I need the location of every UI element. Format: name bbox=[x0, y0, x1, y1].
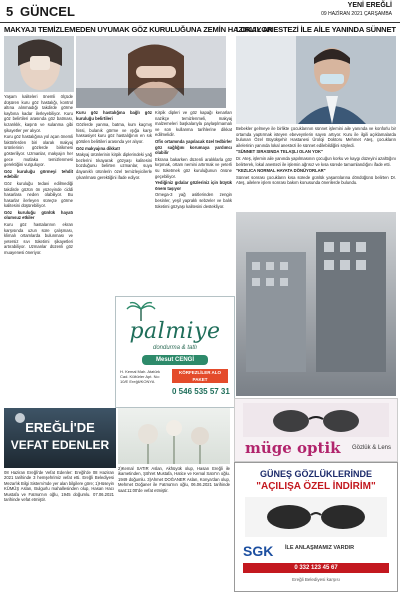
woman-rubbing-eyes-photo-icon bbox=[76, 36, 226, 108]
article1-col3-sub1: Ofis ortamında yapılacak özel tedbirler göz sağlığını korumaya yardımcı olabilir bbox=[155, 138, 232, 156]
section-title: GÜNCEL bbox=[20, 4, 75, 19]
article1-col1-p1: Yaşam kaliteleri önemli ölçüde düşüren kuru göz hastalığı, kontrol altına alınmadığı takdirde görme kaybına kadar ilerleyebiliyor. Kuru göz belirtileri arasında göz batması, kızarıklık, kaşıntı ve sulanma gibi şikayetler yer alıyor. bbox=[4, 94, 73, 133]
article2-p2: Dr. Ateş, işlemin aile yanında yapılmasının çocuğun korku ve kaygı düzeyini azalttığını belirterek, lokal anestezi ile işlemin ağrısız ve kısa sürede tamamlandığını ifade etti. bbox=[236, 155, 396, 167]
article1-col1-p4: Kuru göz hastalarının ekran karşısında uzun süre çalışması, klimalı ortamlarda bulunması ve yetersiz sıvı tüketimi şikayetleri artırabiliyor. Uzmanlar düzenli göz muayenesi öneriyor. bbox=[4, 222, 73, 256]
article1-col3-p3: Omega-3 yağ asitlerinden zengin besinler, yeşil yapraklı sebzeler ve balık tüketimi gözyaşı kalitesini destekliyor. bbox=[155, 192, 232, 209]
article1-col2-p2: Makyaj ürünlerinin kirpik diplerindeki yağ bezlerini tıkayarak gözyaşı kalitesini bozduğunu belirten uzmanlar, suya dayanıklı ürünlerin özel temizleyicilerle çıkarılması gerektiğini ifade ediyor. bbox=[76, 152, 152, 180]
article1-col3-p1: Kirpik dipleri ve göz kapağı kenarları nazikçe temizlenmeli, makyaj malzemeleri başkalarıyla paylaşılmamalı ve son kullanma tarihlerine dikkat edilmelidir. bbox=[155, 110, 232, 138]
palmiye-address: H. Kemal Mah. Atatürk Cad. Kültürler Apt. No: 10/E Ereğli/KONYA bbox=[120, 369, 161, 384]
muge-slogan: Gözlük & Lens bbox=[351, 445, 391, 451]
sgk-contract: İLE ANLAŞMAMIZ VARDIR bbox=[285, 545, 355, 551]
article1-col1-p3: Göz kuruluğu tedavi edilmediği takdirde gözün ön yüzeyinde ciddi hasarlara neden olabiliyor. Bu hasarlar ilerleyen süreçte görme kalitesini düşürebiliyor. bbox=[4, 180, 73, 209]
issue-date: 09 HAZİRAN 2021 ÇARŞAMBA bbox=[321, 11, 392, 17]
sgk-footer: Ereğli Belediyesi karşısı bbox=[292, 577, 340, 582]
article1-headline: MAKYAJI TEMİZLEMEDEN UYUMAK GÖZ KURULUĞUNA ZEMİN HAZIRLIYOR bbox=[4, 25, 273, 34]
palmiye-tagline: dondurma & tatlı bbox=[152, 345, 198, 351]
sunglasses-sale-advert[interactable] bbox=[234, 462, 398, 592]
building-advert-icon bbox=[236, 212, 396, 396]
article1-main-photo bbox=[76, 36, 226, 108]
sgk-line1: GÜNEŞ GÖZLÜKLERİNDE bbox=[259, 469, 372, 479]
article2-p3: Sünnet sonrası çocukların kısa sürede günlük yaşantılarına döndüğünü belirten Dr. Ateş, ailelere işlem sonrası bakım konusunda önerilerde bulundu. bbox=[236, 174, 396, 186]
article1-column-3 bbox=[155, 110, 232, 298]
article1-col1-sub2: Göz kuruluğu günlük hayatı olumsuz etkiler bbox=[4, 209, 73, 221]
palmiye-phone[interactable]: 0 546 535 57 31 bbox=[172, 387, 230, 396]
doctor-portrait-photo-icon bbox=[236, 36, 396, 124]
palmiye-owner: Mesut CENGİ bbox=[142, 355, 208, 365]
palmiye-badge: KÖRFEZLİLER ALO PAKET bbox=[172, 369, 228, 383]
newspaper-name: YENİ EREĞLİ bbox=[347, 2, 392, 9]
article2-body bbox=[236, 126, 396, 210]
deaths-column-2: 2)Kemal SATIR Aslan, Akhüyük olup, Hasan Ereğli ile ikametinden, Şöhret Mustafa, Hatice ve Kemal Satır'ın oğlu. 1949 doğumlu. 3)Ahmet DOĞANER Aslan, Konya'dan olup, Mehmet Doğaner ile Fatma'nın oğlu, 06.06.2021 tarihinde saat:11:00'de vefat etmiştir. bbox=[118, 466, 230, 493]
article1-col2-p1: Gözlerde yanma, batma, kum kaçmış hissi, bulanık görme ve ışığa karşı hassasiyet kuru göz hastalığının en sık görülen belirtileri arasında yer alıyor. bbox=[76, 122, 152, 144]
palmiye-advert[interactable] bbox=[115, 296, 235, 408]
sunglasses-icon bbox=[245, 497, 387, 537]
eregli-deaths-banner bbox=[4, 408, 116, 468]
glasses-photo-icon bbox=[243, 403, 389, 437]
article1-column-1 bbox=[4, 94, 73, 394]
right-advert-photo bbox=[236, 212, 396, 396]
article1-col2-subhead: Kuru göz hastalığına bağlı göz kuruluğu belirtileri bbox=[76, 110, 152, 121]
page-header bbox=[0, 0, 400, 23]
article1-col1-sub1: Göz kuruluğu görmeyi tehdit edebilir bbox=[4, 168, 73, 180]
article1-col3-sub2: Yediğiniz gıdalar gözleriniz için büyük önem taşıyor bbox=[155, 180, 232, 191]
article1-photo bbox=[4, 36, 74, 92]
page-number: 5 bbox=[6, 4, 14, 19]
eregli-title: VEFAT EDENLER bbox=[10, 438, 110, 452]
article1-col3-p2: Ekrana bakarken düzenli aralıklarla göz kırpmak, ortam nemini artırmak ve yeterli su tüketmek göz kuruluğunun önüne geçebiliyor. bbox=[155, 156, 232, 179]
deaths-column-1: 08 Haziran Ereğli'de Vefat Edenler: Ereğli'de 08 Haziran 2021 tarihinde 3 hemşehrimiz vefat etti. Ereğli Belediyesi Mezarlık Bilgi Sistemi'nde yer alan bilgilere göre; 1)Hüseyin KÜMÜŞ Aslan, Bulgurlu mahallesinden olup, Hasan Hacı Mustafa ve Fatma'nın oğlu, 1945 doğumlu. 07.06.2021 tarihinde vefat etmiştir. bbox=[4, 470, 114, 503]
sgk-line2: "AÇILIŞA ÖZEL İNDİRİM" bbox=[256, 481, 376, 492]
palm-tree-icon bbox=[126, 301, 156, 321]
woman-eye-photo-icon bbox=[4, 36, 74, 92]
flower-photo-icon bbox=[118, 408, 230, 464]
article1-column-2 bbox=[76, 110, 152, 298]
article2-p1: Bebekler gelmeye ile birlikte çocuklarının sünnet işlemini aile yanında ve konforlu bir ortamda yaptırmak isteyen ebeveynlerin sayısı artıyor. Kuru ile ilgili açıklamalarda bulunan Özel Büyükşehir Hastanesi Üroloji Doktoru Mehmet Ateş, çocukların ailelerinin yanında lokal anestezi ile sünnet edilebildiğini söyledi. bbox=[236, 126, 396, 148]
sgk-phone[interactable]: 0 332 123 45 67 bbox=[243, 563, 389, 573]
muge-brand: müge optik bbox=[245, 439, 341, 457]
article2-sub2: "KEZLICA NORMAL HAYATA DÖNÜYORLAR" bbox=[236, 168, 326, 174]
sgk-logo: SGK bbox=[243, 543, 274, 559]
article2-headline: LOKAL ANESTEZİ İLE AİLE YANINDA SÜNNET bbox=[236, 25, 396, 34]
palmiye-brand: palmiye bbox=[129, 319, 221, 344]
article2-photo bbox=[236, 36, 396, 124]
eregli-town: EREĞLİ'DE bbox=[25, 420, 95, 435]
muge-optik-advert[interactable] bbox=[234, 398, 398, 462]
article1-col2-sub2: Göz makyajına dikkat! bbox=[76, 145, 120, 151]
article2-sub1: "SÜNNET SIRASINDA TELAŞLI OLAN YOK" bbox=[236, 149, 324, 155]
floral-photo bbox=[118, 408, 230, 464]
article1-col1-p2: Kuru göz hastalığına yol açan önemli faktörlerden biri olarak makyaj ürünlerinin gözlerde birikmesi gösteriliyor. Uzmanlar, makyajın her gece mutlaka temizlenmesi gerektiğini vurguluyor. bbox=[4, 134, 73, 168]
